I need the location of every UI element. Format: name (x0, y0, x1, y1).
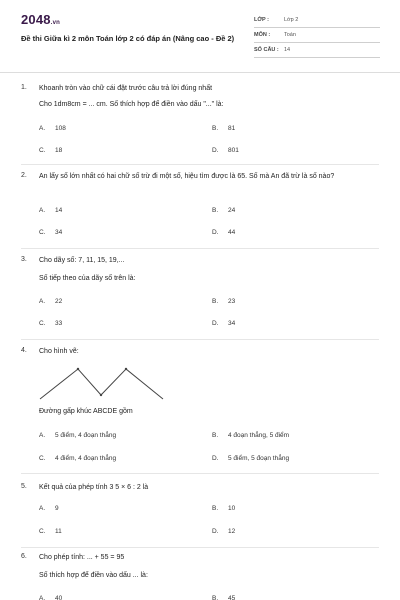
question-divider (21, 547, 379, 548)
question-divider (21, 473, 379, 474)
question-divider (21, 248, 379, 249)
option-d[interactable]: D. 44 (212, 229, 236, 236)
option-c[interactable]: C. 33 (39, 320, 63, 327)
header (0, 0, 400, 70)
meta-subject (254, 29, 380, 43)
question-text: Khoanh tròn vào chữ cái đặt trước câu trả lời đúng nhất (39, 85, 213, 92)
question-number: 4. (21, 347, 27, 354)
question-text: Kết quả của phép tính 3 5 × 6 : 2 là (39, 484, 149, 491)
option-b[interactable]: B. 24 (212, 207, 236, 214)
site-logo[interactable] (21, 12, 60, 27)
header-divider (0, 72, 400, 73)
option-c[interactable]: C. 34 (39, 229, 63, 236)
logo-main: 2048 (21, 12, 51, 27)
meta-grade-value: Lớp 2 (284, 17, 299, 23)
option-a[interactable]: A. 9 (39, 505, 59, 512)
question-text: An lấy số lớn nhất có hai chữ số trừ đi một số, hiệu tìm được là 65. Số mà An đã trừ là số nào? (39, 173, 335, 180)
option-a[interactable]: A. 22 (39, 298, 63, 305)
question-text: Cho dãy số: 7, 11, 15, 19,... (39, 257, 125, 264)
question-divider (21, 164, 379, 165)
zigzag-figure (38, 363, 168, 403)
meta-count-value: 14 (284, 47, 291, 53)
question-subtext: Số thích hợp để điền vào dấu ... là: (39, 572, 148, 579)
meta-subject-label: MÔN : (254, 32, 271, 38)
option-a[interactable]: A. 5 điểm, 4 đoạn thẳng (39, 432, 117, 439)
option-b[interactable]: B. 45 (212, 595, 236, 600)
question-number: 1. (21, 84, 27, 91)
option-d[interactable]: D. 5 điểm, 5 đoạn thẳng (212, 455, 290, 462)
meta-grade (254, 14, 380, 28)
option-a[interactable]: A. 108 (39, 125, 66, 132)
option-d[interactable]: D. 801 (212, 147, 239, 154)
option-b[interactable]: B. 10 (212, 505, 236, 512)
question-text: Cho phép tính: ... + 55 = 95 (39, 554, 125, 561)
question-text: Cho hình vẽ: (39, 348, 79, 355)
option-c[interactable]: C. 18 (39, 147, 63, 154)
meta-count (254, 44, 380, 58)
question-number: 3. (21, 256, 27, 263)
meta-grade-label: LỚP : (254, 17, 269, 23)
option-a[interactable]: A. 40 (39, 595, 63, 600)
page-title: Đề thi Giữa kì 2 môn Toán lớp 2 có đáp án (Nâng cao - Đề 2) (21, 34, 235, 43)
question-number: 2. (21, 172, 27, 179)
question-divider (21, 339, 379, 340)
option-b[interactable]: B. 4 đoạn thẳng, 5 điểm (212, 432, 290, 439)
question-number: 5. (21, 483, 27, 490)
logo-suffix: .vn (50, 20, 61, 26)
option-c[interactable]: C. 4 điểm, 4 đoạn thẳng (39, 455, 117, 462)
option-c[interactable]: C. 11 (39, 528, 62, 535)
option-b[interactable]: B. 81 (212, 125, 236, 132)
question-subtext: Cho 1dm8cm = ... cm. Số thích hợp để điền vào dấu "..." là: (39, 101, 224, 108)
option-d[interactable]: D. 12 (212, 528, 236, 535)
meta-count-label: SỐ CÂU : (254, 47, 279, 53)
question-subtext: Đường gấp khúc ABCDE gồm (39, 408, 133, 415)
option-b[interactable]: B. 23 (212, 298, 236, 305)
question-number: 6. (21, 553, 27, 560)
option-d[interactable]: D. 34 (212, 320, 236, 327)
option-a[interactable]: A. 14 (39, 207, 63, 214)
question-subtext: Số tiếp theo của dãy số trên là: (39, 275, 136, 282)
meta-subject-value: Toán (284, 32, 296, 38)
